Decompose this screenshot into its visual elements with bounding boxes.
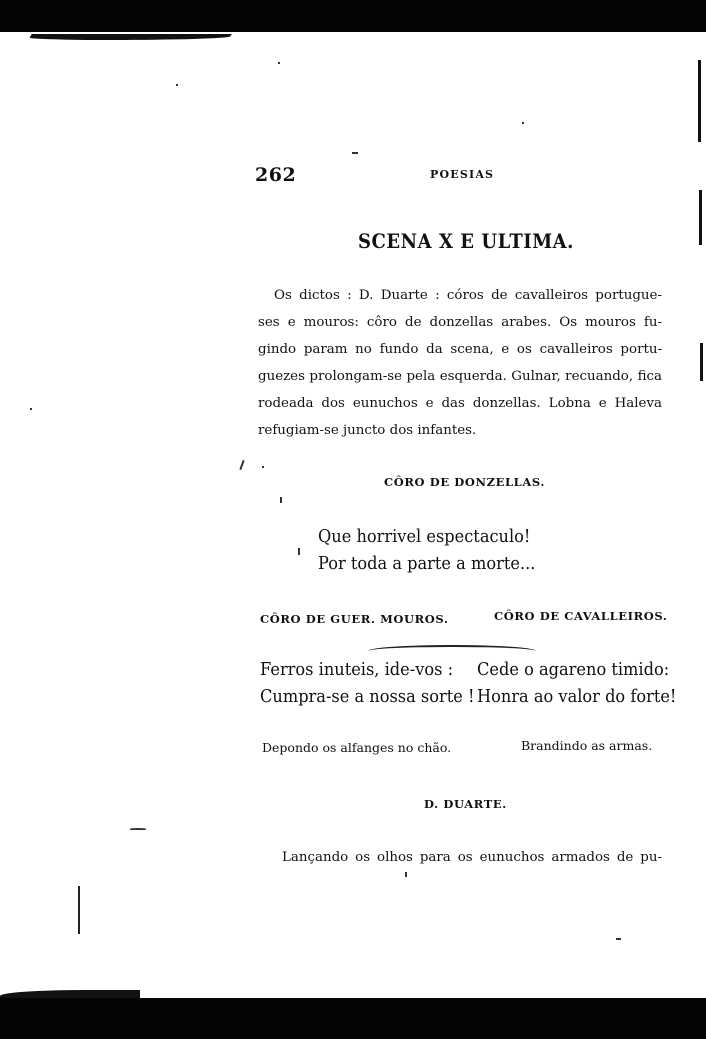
knights-stage-direction: Brandindo as armas. — [521, 738, 653, 753]
scan-speck — [298, 548, 300, 555]
bottom-scan-edge — [0, 998, 706, 1039]
scan-speck — [176, 84, 178, 86]
chorus-knights-verse: Honra ao valor do forte! — [477, 686, 677, 707]
scan-speck — [616, 938, 621, 940]
chorus-maidens-verse: Por toda a parte a morte... — [318, 553, 536, 574]
chorus-moors-verse: Cumpra-se a nossa sorte ! — [260, 686, 475, 707]
scan-speck — [352, 152, 358, 154]
left-scan-mark — [78, 886, 80, 934]
running-head: POESIAS — [430, 168, 495, 181]
stage-direction-line: Lançando os olhos para os eunuchos armados de pu- — [282, 850, 662, 865]
chorus-maidens-heading: CÔRO DE DONZELLAS. — [384, 475, 545, 489]
right-scan-edge-mark — [700, 343, 703, 381]
stage-direction-line: gindo param no fundo da scena, e os cavalleiros portu- — [258, 342, 662, 357]
scan-speck — [130, 828, 146, 830]
duarte-heading: D. DUARTE. — [424, 797, 507, 811]
chorus-knights-heading: CÔRO DE CAVALLEIROS. — [494, 609, 668, 623]
scan-speck — [522, 122, 524, 124]
stage-direction-line: refugiam-se juncto dos infantes. — [258, 423, 477, 438]
stage-direction-line: Os dictos : D. Duarte : córos de cavalleiros portugue- — [274, 288, 662, 303]
right-scan-edge-mark — [698, 60, 701, 142]
scan-speck — [405, 872, 407, 877]
top-scan-wisp — [28, 34, 231, 40]
chorus-moors-heading: CÔRO DE GUER. MOUROS. — [260, 612, 449, 626]
stage-direction-line: ses e mouros: côro de donzellas arabes. Os mouros fu- — [258, 315, 662, 330]
stage-direction-line: guezes prolongam-se pela esquerda. Gulnar, recuando, fica — [258, 369, 662, 384]
chorus-knights-verse: Cede o agareno timido: — [477, 659, 670, 680]
moors-stage-direction: Depondo os alfanges no chão. — [262, 740, 452, 755]
scan-speck — [280, 497, 282, 503]
stage-direction-line: rodeada dos eunuchos e das donzellas. Lobna e Haleva — [258, 396, 662, 411]
duarte-stage-direction — [258, 844, 662, 871]
scan-speck — [239, 460, 244, 470]
scan-speck — [262, 466, 264, 468]
scene-title: SCENA X E ULTIMA. — [358, 229, 574, 253]
page-number: 262 — [255, 164, 297, 186]
scan-speck — [278, 62, 280, 64]
scan-speck — [30, 408, 32, 410]
chorus-moors-verse: Ferros inuteis, ide-vos : — [260, 659, 454, 680]
stage-direction — [258, 282, 662, 444]
top-scan-edge — [0, 0, 706, 32]
chorus-maidens-verse: Que horrivel espectaculo! — [318, 526, 531, 547]
right-scan-edge-mark — [699, 190, 702, 245]
